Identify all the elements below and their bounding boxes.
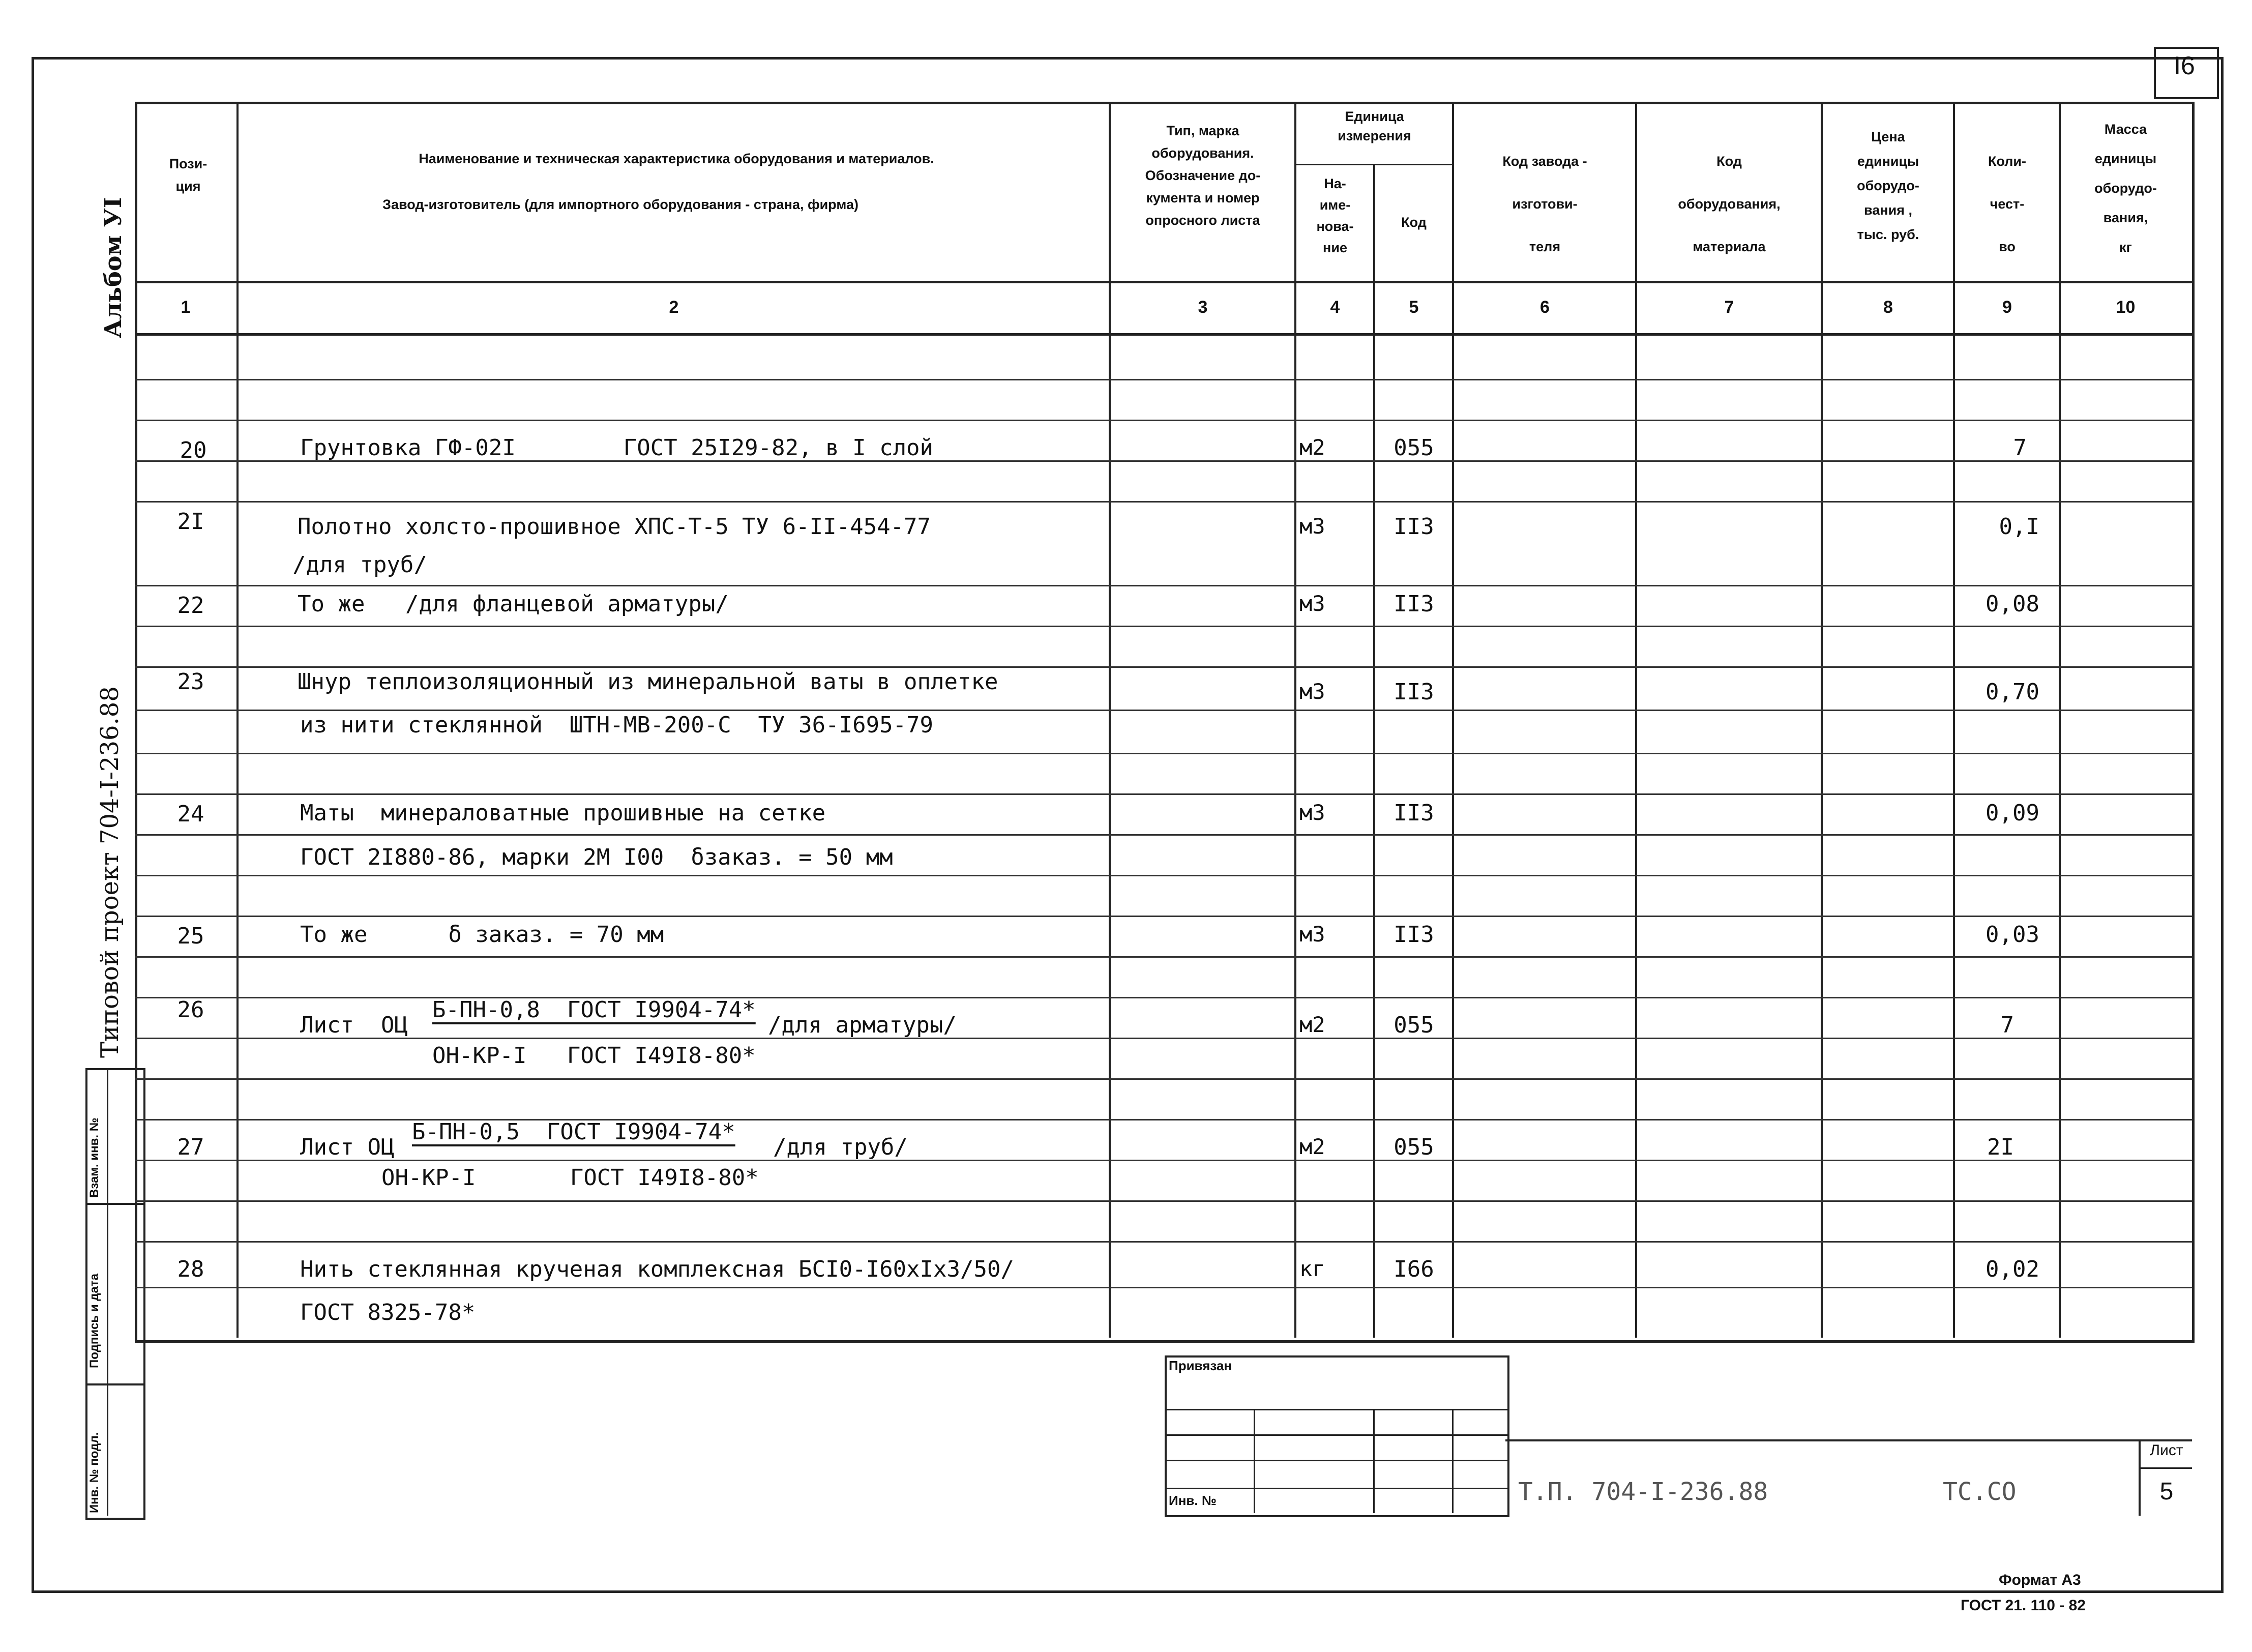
row-27-code: 055: [1394, 1134, 1434, 1160]
header-quantity: Коли- чест- во: [1988, 154, 2027, 254]
row-28-code: I66: [1394, 1256, 1434, 1282]
row-22-qty: 0,08: [1986, 591, 2039, 617]
header-equipment-code: Код оборудования, материала: [1678, 154, 1781, 254]
row-28-position: 28: [177, 1256, 204, 1282]
row-27-position: 27: [177, 1134, 204, 1160]
header-type-mark: Тип, марка оборудования. Обозначение до- кумента и номер опросного листа: [1145, 123, 1261, 228]
header-manufacturer-code: Код завода - изготови- теля: [1502, 154, 1587, 254]
stamp-vzam-inv: Взам. инв. №: [87, 1117, 101, 1198]
col-number-5: 5: [1409, 298, 1419, 317]
row-20-position: 20: [180, 437, 207, 463]
row-26-name-a: Лист ОЦ: [300, 1012, 408, 1038]
binding-label: Привязан: [1169, 1358, 1232, 1373]
col-number-1: 1: [181, 298, 191, 317]
row-27-qty: 2I: [1987, 1134, 2014, 1160]
col-number-6: 6: [1540, 298, 1550, 317]
row-28-name: Нить стеклянная крученая комплексная БСI0-I60хIх3/50/: [300, 1256, 1014, 1282]
row-20-name: Грунтовка ГФ-02I ГОСТ 25I29-82, в I слой: [300, 435, 934, 461]
row-23-code: II3: [1394, 679, 1434, 705]
format-label: Формат А3: [1999, 1572, 2081, 1588]
row-22-name: То же /для фланцевой арматуры/: [298, 591, 729, 617]
row-21-code: II3: [1394, 514, 1434, 540]
row-26-position: 26: [177, 997, 204, 1023]
row-22-unit: м3: [1299, 591, 1325, 616]
header-unit-price: Цена единицы оборудо- вания , тыс. руб.: [1857, 129, 1919, 242]
stamp-podpis-data: Подпись и дата: [87, 1274, 101, 1368]
row-26-code: 055: [1394, 1012, 1434, 1038]
row-24-unit: м3: [1299, 800, 1325, 825]
row-24-qty: 0,09: [1986, 800, 2039, 826]
header-unit: Единица измерения: [1338, 109, 1411, 143]
row-24-name: Маты минераловатные прошивные на сетке: [300, 800, 826, 826]
row-25-position: 25: [177, 923, 204, 949]
row-26-qty: 7: [2000, 1012, 2014, 1038]
row-20-code: 055: [1394, 435, 1434, 461]
row-27-name-line2: ОН-КР-I ГОСТ I49I8-80*: [381, 1165, 759, 1191]
list-label: Лист: [2150, 1442, 2183, 1459]
inventory-label: Инв. №: [1169, 1493, 1217, 1508]
project-label: Типовой проект 704-I-236.88: [96, 686, 124, 1058]
row-26-unit: м2: [1299, 1012, 1325, 1037]
row-23-name: Шнур теплоизоляционный из минеральной ваты в оплетке: [298, 669, 998, 695]
header-unit-name: На- име- нова- ние: [1316, 176, 1354, 255]
row-21-unit: м3: [1299, 514, 1325, 539]
row-25-name: То же δ заказ. = 70 мм: [300, 922, 664, 948]
row-23-unit: м3: [1299, 679, 1325, 704]
row-23-position: 23: [177, 669, 204, 695]
header-unit-mass: Масса единицы оборудо- вания, кг: [2094, 122, 2157, 255]
col-number-3: 3: [1198, 298, 1208, 317]
row-28-qty: 0,02: [1986, 1256, 2039, 1282]
col-number-10: 10: [2116, 298, 2136, 317]
col-number-4: 4: [1330, 298, 1340, 317]
row-23-qty: 0,70: [1986, 679, 2039, 705]
sheet-number-top: I6: [2174, 51, 2195, 80]
row-20-qty: 7: [2013, 435, 2027, 461]
row-25-code: II3: [1394, 922, 1434, 948]
col-number-8: 8: [1883, 298, 1893, 317]
row-25-qty: 0,03: [1986, 922, 2039, 948]
row-26-name-b: Б-ПН-0,8 ГОСТ I9904-74*: [432, 997, 756, 1023]
row-27-name-a: Лист ОЦ: [300, 1134, 395, 1160]
row-25-unit: м3: [1299, 922, 1325, 947]
document-mark: ТС.СО: [1943, 1478, 2017, 1506]
stamp-inv-podl: Инв. № подл.: [87, 1432, 101, 1513]
list-number: 5: [2159, 1478, 2174, 1505]
row-27-name-c: /для труб/: [773, 1134, 908, 1160]
col-number-2: 2: [669, 298, 679, 317]
col-number-9: 9: [2002, 298, 2012, 317]
row-21-name-line2: /для труб/: [292, 552, 427, 578]
row-26-name-c: /для арматуры/: [768, 1012, 957, 1038]
row-24-code: II3: [1394, 800, 1434, 826]
row-23-name-line2: из нити стеклянной ШТН-МВ-200-С ТУ 36-I695-79: [300, 712, 934, 738]
header-unit-code: Код: [1401, 215, 1427, 230]
row-26-name-line2: ОН-КР-I ГОСТ I49I8-80*: [432, 1043, 756, 1069]
row-24-name-line2: ГОСТ 2I880-86, марки 2М I00 δзаказ. = 50 мм: [300, 844, 893, 870]
row-28-unit: кг: [1299, 1256, 1325, 1281]
header-name-line1: Наименование и техническая характеристика оборудования и материалов.: [419, 151, 934, 166]
row-21-name: Полотно холсто-прошивное ХПС-Т-5 ТУ 6-II-454-77: [298, 514, 931, 540]
header-name-line2: Завод-изготовитель (для импортного оборудования - страна, фирма): [382, 197, 858, 212]
document-code: Т.П. 704-I-236.88: [1518, 1478, 1768, 1506]
row-22-code: II3: [1394, 591, 1434, 617]
row-21-position: 2I: [177, 509, 204, 535]
row-24-position: 24: [177, 801, 204, 827]
gost-footer: ГОСТ 21. 110 - 82: [1961, 1597, 2086, 1614]
row-27-unit: м2: [1299, 1134, 1325, 1159]
row-21-qty: 0,I: [1999, 514, 2039, 540]
header-position: Пози- ция: [169, 156, 208, 194]
col-number-7: 7: [1724, 298, 1734, 317]
album-label: Альбом УI: [99, 197, 127, 338]
row-22-position: 22: [177, 593, 204, 618]
row-28-name-line2: ГОСТ 8325-78*: [300, 1300, 476, 1325]
row-27-name-b: Б-ПН-0,5 ГОСТ I9904-74*: [412, 1119, 735, 1145]
row-20-unit: м2: [1299, 435, 1325, 460]
